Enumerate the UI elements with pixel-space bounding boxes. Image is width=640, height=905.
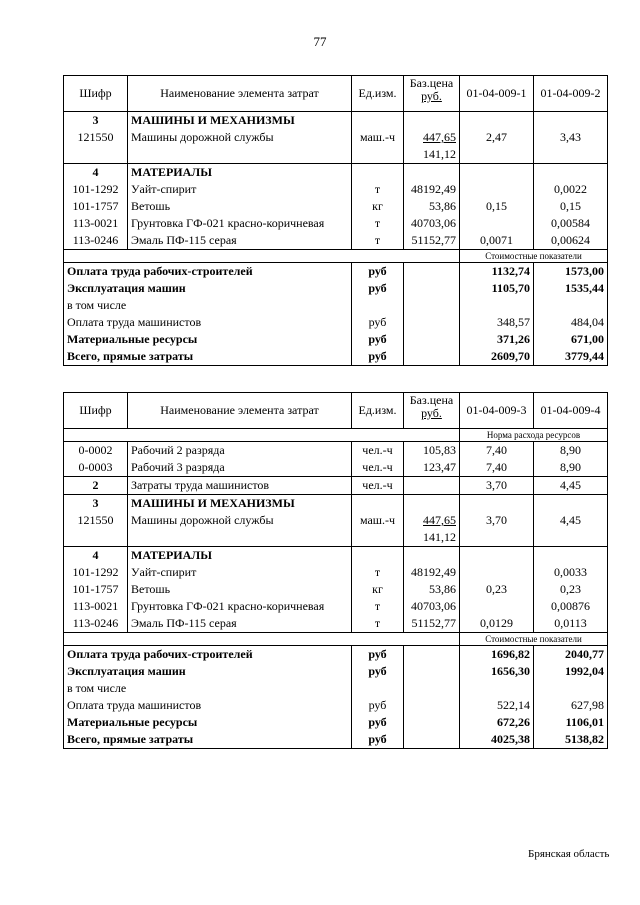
cost-row xyxy=(64,714,608,731)
norm-value-2: 0,00584 xyxy=(534,215,608,232)
cost-value-2: 484,04 xyxy=(534,314,608,331)
norm-value-2: 0,0033 xyxy=(534,564,608,581)
cost-name: Материальные ресурсы xyxy=(64,331,352,348)
cost-value-2 xyxy=(534,680,608,697)
resource-unit: чел.-ч xyxy=(352,442,404,460)
section-title: МАТЕРИАЛЫ xyxy=(128,547,352,565)
norm-value-2: 0,00624 xyxy=(534,232,608,250)
resource-unit: кг xyxy=(352,581,404,598)
resource-code: 121550 xyxy=(64,129,128,164)
norm-value-1: 3,70 xyxy=(460,512,534,547)
table-header-row xyxy=(64,393,608,429)
table-row xyxy=(64,198,608,215)
resource-unit: маш.-ч xyxy=(352,129,404,164)
resource-price: 51152,77 xyxy=(404,615,460,633)
cost-name: Оплата труда рабочих-строителей xyxy=(64,263,352,281)
resource-name: Эмаль ПФ-115 серая xyxy=(128,615,352,633)
cost-indicators-label: Стоимостные показатели xyxy=(460,633,608,646)
cost-value-2: 1535,44 xyxy=(534,280,608,297)
cost-unit: руб xyxy=(352,646,404,664)
resource-unit: кг xyxy=(352,198,404,215)
resource-code: 101-1757 xyxy=(64,581,128,598)
resource-name: Рабочий 2 разряда xyxy=(128,442,352,460)
norm-column-header-2: 01-04-009-2 xyxy=(534,76,608,112)
cost-value-2: 5138,82 xyxy=(534,731,608,749)
cost-value-1: 371,26 xyxy=(460,331,534,348)
operator-price: 141,12 xyxy=(423,147,456,161)
norm-value-2: 0,15 xyxy=(534,198,608,215)
cost-unit: руб xyxy=(352,280,404,297)
resource-price: 48192,49 xyxy=(404,181,460,198)
norm-value-1: 3,70 xyxy=(460,477,534,495)
resource-unit: т xyxy=(352,615,404,633)
norm-value-2: 0,00876 xyxy=(534,598,608,615)
resource-name: Рабочий 3 разряда xyxy=(128,459,352,477)
resource-unit: т xyxy=(352,215,404,232)
resource-name: Машины дорожной службы xyxy=(128,512,352,547)
footer-region: Брянская область xyxy=(528,848,610,860)
price-header-line1: Баз.цена xyxy=(409,76,454,90)
norm-column-header-1: 01-04-009-1 xyxy=(460,76,534,112)
table-row xyxy=(64,564,608,581)
cost-name: Материальные ресурсы xyxy=(64,714,352,731)
resource-price: 48192,49 xyxy=(404,564,460,581)
table-row xyxy=(64,442,608,460)
resource-table-1 xyxy=(63,75,608,366)
cost-row xyxy=(64,680,608,697)
table-row xyxy=(64,598,608,615)
norm-value-2: 0,0022 xyxy=(534,181,608,198)
code-column-header: Шифр xyxy=(64,393,128,429)
cost-value-2: 1106,01 xyxy=(534,714,608,731)
section-number: 4 xyxy=(64,164,128,182)
norm-value-1 xyxy=(460,215,534,232)
norm-value-1: 7,40 xyxy=(460,459,534,477)
cost-indicators-label: Стоимостные показатели xyxy=(460,250,608,263)
name-column-header: Наименование элемента затрат xyxy=(128,393,352,429)
price-header-line2: руб. xyxy=(421,89,442,103)
table-row xyxy=(64,512,608,547)
norm-value-1: 0,23 xyxy=(460,581,534,598)
cost-value-1: 1656,30 xyxy=(460,663,534,680)
cost-indicators-row xyxy=(64,633,608,646)
cost-value-1 xyxy=(460,297,534,314)
table-row xyxy=(64,232,608,250)
operators-row xyxy=(64,477,608,495)
cost-row xyxy=(64,263,608,281)
code-column-header: Шифр xyxy=(64,76,128,112)
resource-price xyxy=(404,512,460,547)
price-column-header xyxy=(404,393,460,429)
resource-code: 101-1292 xyxy=(64,181,128,198)
cost-name: Всего, прямые затраты xyxy=(64,731,352,749)
machines-section-row xyxy=(64,112,608,130)
cost-name: Оплата труда машинистов xyxy=(64,697,352,714)
cost-value-1: 1696,82 xyxy=(460,646,534,664)
cost-name: Эксплуатация машин xyxy=(64,280,352,297)
cost-row xyxy=(64,297,608,314)
resource-code: 101-1757 xyxy=(64,198,128,215)
norm-value-1: 0,15 xyxy=(460,198,534,215)
cost-value-2: 671,00 xyxy=(534,331,608,348)
norm-value-2: 4,45 xyxy=(534,512,608,547)
resource-norm-label: Норма расхода ресурсов xyxy=(460,429,608,442)
cost-value-2: 3779,44 xyxy=(534,348,608,366)
price-header-line1: Баз.цена xyxy=(409,393,454,407)
resource-name: Ветошь xyxy=(128,198,352,215)
cost-value-2: 2040,77 xyxy=(534,646,608,664)
cost-value-1: 672,26 xyxy=(460,714,534,731)
unit-column-header: Ед.изм. xyxy=(352,393,404,429)
norm-column-header-2: 01-04-009-4 xyxy=(534,393,608,429)
cost-value-1: 1132,74 xyxy=(460,263,534,281)
section-title: МАШИНЫ И МЕХАНИЗМЫ xyxy=(128,112,352,130)
cost-indicators-row xyxy=(64,250,608,263)
resource-unit: т xyxy=(352,232,404,250)
table-row xyxy=(64,581,608,598)
cost-row xyxy=(64,646,608,664)
resource-name: Затраты труда машинистов xyxy=(128,477,352,495)
cost-unit: руб xyxy=(352,331,404,348)
resource-code: 101-1292 xyxy=(64,564,128,581)
table-row xyxy=(64,615,608,633)
page-number: 77 xyxy=(313,34,327,49)
resource-name: Грунтовка ГФ-021 красно-коричневая xyxy=(128,215,352,232)
cost-unit xyxy=(352,297,404,314)
cost-row xyxy=(64,348,608,366)
cost-name: Эксплуатация машин xyxy=(64,663,352,680)
cost-value-2 xyxy=(534,297,608,314)
norm-value-2: 8,90 xyxy=(534,459,608,477)
machines-section-row xyxy=(64,495,608,513)
section-title: МАТЕРИАЛЫ xyxy=(128,164,352,182)
resource-price: 105,83 xyxy=(404,442,460,460)
machine-price: 447,65 xyxy=(423,513,456,527)
machine-price: 447,65 xyxy=(423,130,456,144)
cost-unit: руб xyxy=(352,697,404,714)
section-title: МАШИНЫ И МЕХАНИЗМЫ xyxy=(128,495,352,513)
resource-code: 113-0021 xyxy=(64,598,128,615)
table-header-row xyxy=(64,76,608,112)
resource-name: Уайт-спирит xyxy=(128,181,352,198)
cost-value-1: 522,14 xyxy=(460,697,534,714)
section-number: 4 xyxy=(64,547,128,565)
resource-code: 121550 xyxy=(64,512,128,547)
cost-name: Оплата труда рабочих-строителей xyxy=(64,646,352,664)
resource-price: 53,86 xyxy=(404,581,460,598)
cost-unit: руб xyxy=(352,263,404,281)
unit-column-header: Ед.изм. xyxy=(352,76,404,112)
norm-value-1 xyxy=(460,598,534,615)
cost-unit: руб xyxy=(352,348,404,366)
cost-row xyxy=(64,314,608,331)
norm-value-2: 8,90 xyxy=(534,442,608,460)
resource-price xyxy=(404,129,460,164)
norm-value-1 xyxy=(460,181,534,198)
cost-value-1: 2609,70 xyxy=(460,348,534,366)
cost-unit: руб xyxy=(352,731,404,749)
norm-value-1 xyxy=(460,564,534,581)
resource-unit: т xyxy=(352,181,404,198)
table-row xyxy=(64,215,608,232)
norm-value-1: 7,40 xyxy=(460,442,534,460)
resource-price: 40703,06 xyxy=(404,598,460,615)
resource-code: 0-0002 xyxy=(64,442,128,460)
section-number: 3 xyxy=(64,495,128,513)
cost-value-1: 348,57 xyxy=(460,314,534,331)
resource-norm-row xyxy=(64,429,608,442)
cost-name: в том числе xyxy=(64,680,352,697)
resource-unit: чел.-ч xyxy=(352,477,404,495)
resource-price: 51152,77 xyxy=(404,232,460,250)
resource-table-2 xyxy=(63,392,608,749)
materials-section-row xyxy=(64,164,608,182)
table-row xyxy=(64,129,608,164)
cost-row xyxy=(64,663,608,680)
cost-row xyxy=(64,697,608,714)
cost-unit: руб xyxy=(352,663,404,680)
norm-value-2: 3,43 xyxy=(534,129,608,164)
resource-price: 40703,06 xyxy=(404,215,460,232)
resource-name: Ветошь xyxy=(128,581,352,598)
cost-unit xyxy=(352,680,404,697)
resource-code: 113-0021 xyxy=(64,215,128,232)
cost-row xyxy=(64,731,608,749)
resource-name: Уайт-спирит xyxy=(128,564,352,581)
resource-unit: чел.-ч xyxy=(352,459,404,477)
resource-code: 0-0003 xyxy=(64,459,128,477)
cost-row xyxy=(64,280,608,297)
operator-price: 141,12 xyxy=(423,530,456,544)
cost-unit: руб xyxy=(352,714,404,731)
table-row xyxy=(64,459,608,477)
resource-name: Машины дорожной службы xyxy=(128,129,352,164)
norm-value-1: 0,0129 xyxy=(460,615,534,633)
cost-value-1: 4025,38 xyxy=(460,731,534,749)
norm-value-1: 2,47 xyxy=(460,129,534,164)
section-number: 3 xyxy=(64,112,128,130)
name-column-header: Наименование элемента затрат xyxy=(128,76,352,112)
resource-code: 113-0246 xyxy=(64,232,128,250)
materials-section-row xyxy=(64,547,608,565)
resource-price: 123,47 xyxy=(404,459,460,477)
cost-value-2: 627,98 xyxy=(534,697,608,714)
resource-code: 113-0246 xyxy=(64,615,128,633)
norm-value-2: 4,45 xyxy=(534,477,608,495)
resource-unit: маш.-ч xyxy=(352,512,404,547)
cost-name: в том числе xyxy=(64,297,352,314)
cost-value-2: 1573,00 xyxy=(534,263,608,281)
cost-value-1: 1105,70 xyxy=(460,280,534,297)
cost-name: Оплата труда машинистов xyxy=(64,314,352,331)
cost-value-1 xyxy=(460,680,534,697)
resource-unit: т xyxy=(352,598,404,615)
price-header-line2: руб. xyxy=(421,406,442,420)
norm-value-2: 0,0113 xyxy=(534,615,608,633)
section-number: 2 xyxy=(64,477,128,495)
cost-value-2: 1992,04 xyxy=(534,663,608,680)
resource-price: 53,86 xyxy=(404,198,460,215)
cost-row xyxy=(64,331,608,348)
norm-column-header-1: 01-04-009-3 xyxy=(460,393,534,429)
price-column-header xyxy=(404,76,460,112)
cost-name: Всего, прямые затраты xyxy=(64,348,352,366)
norm-value-1: 0,0071 xyxy=(460,232,534,250)
resource-name: Грунтовка ГФ-021 красно-коричневая xyxy=(128,598,352,615)
resource-name: Эмаль ПФ-115 серая xyxy=(128,232,352,250)
resource-unit: т xyxy=(352,564,404,581)
table-row xyxy=(64,181,608,198)
norm-value-2: 0,23 xyxy=(534,581,608,598)
cost-unit: руб xyxy=(352,314,404,331)
